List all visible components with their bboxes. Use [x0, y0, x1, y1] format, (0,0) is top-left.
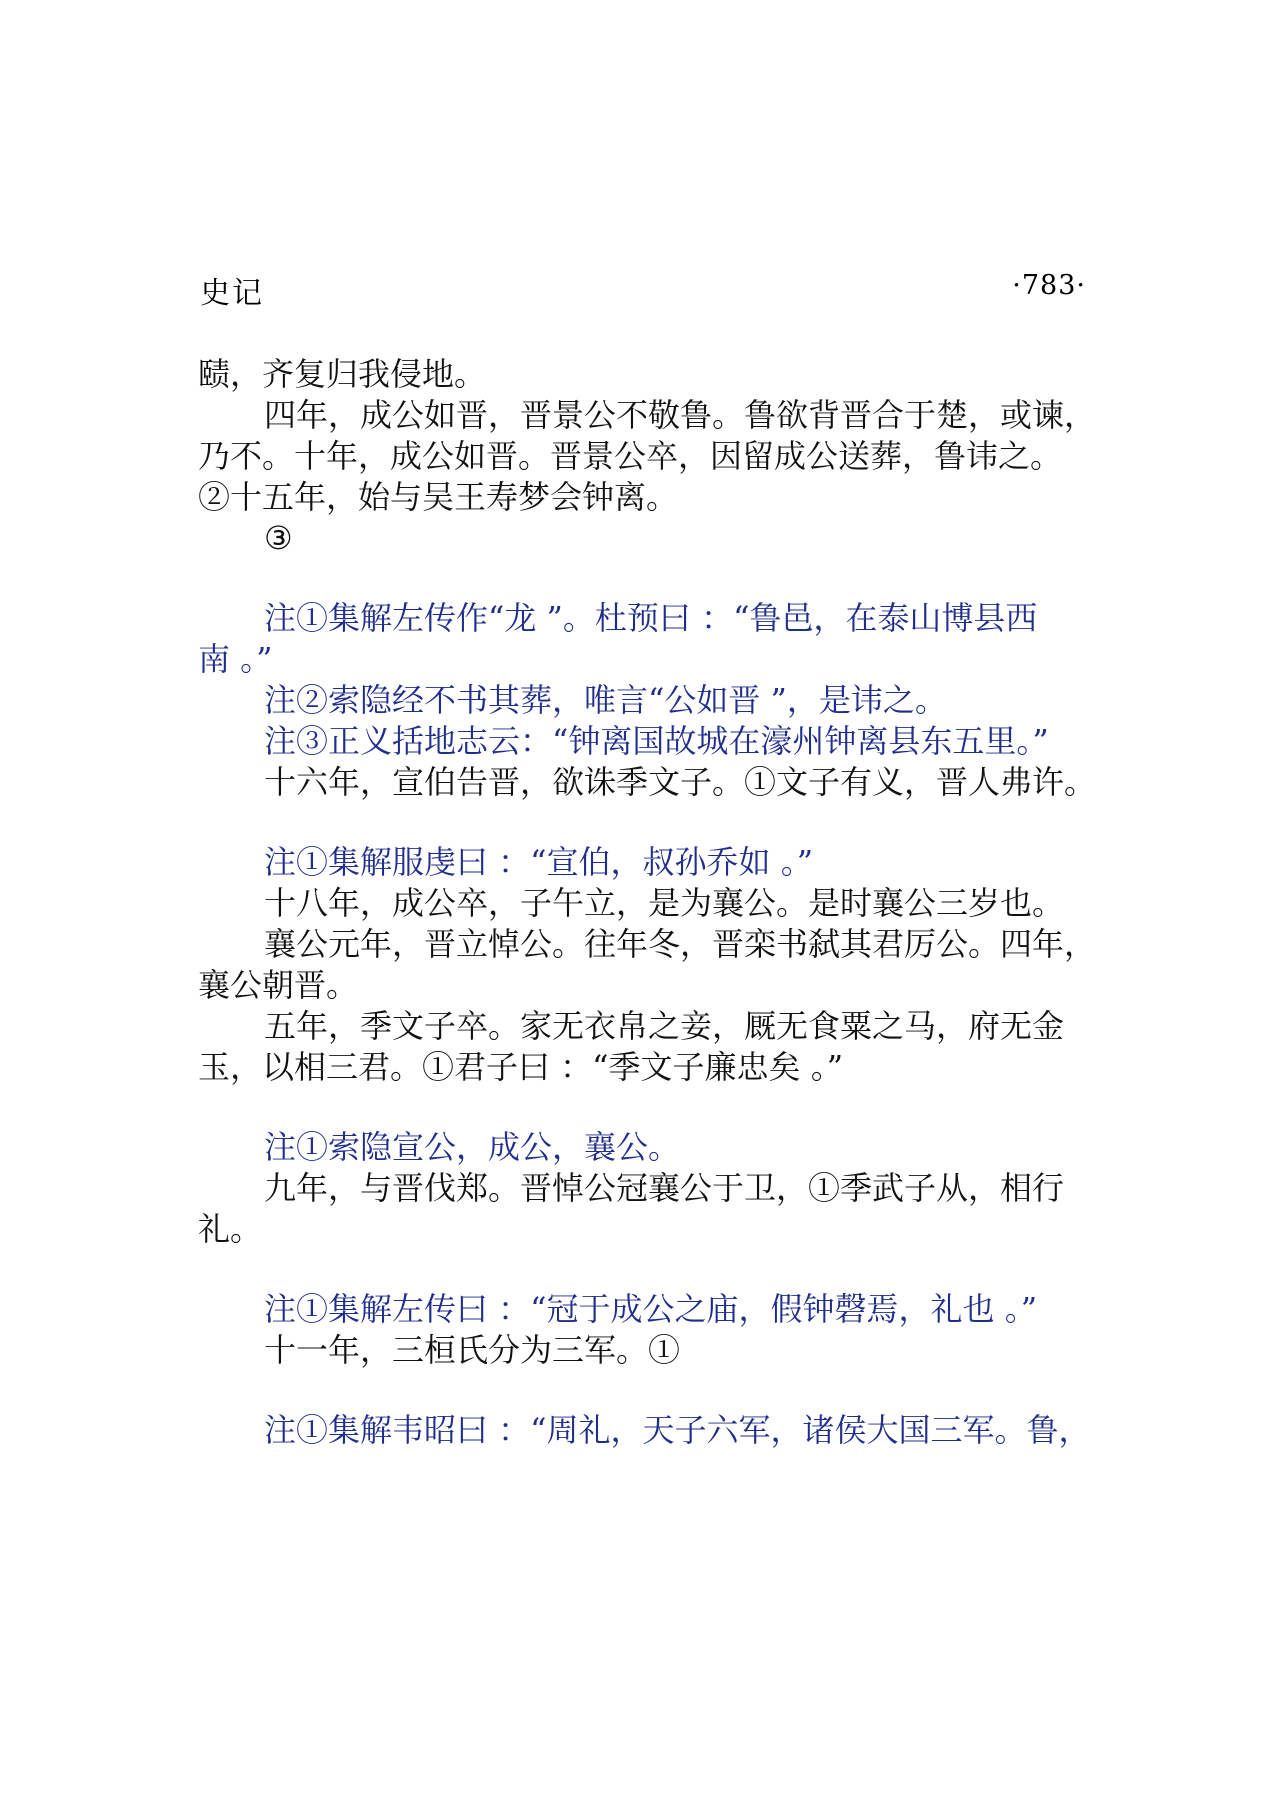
annotation-line: 注①集解左传曰 ：“冠于成公之庙，假钟磬焉，礼也 。”: [264, 1290, 1038, 1328]
running-header-title: 史记: [200, 276, 264, 311]
paragraph-line: 十六年，宣伯告晋，欲诛季文子。①文子有义，晋人弗许。: [264, 763, 1097, 801]
spacer: [198, 1088, 1098, 1127]
spacer: [198, 1250, 1098, 1289]
text-line: ②十五年，始与吴王寿梦会钟离。: [198, 478, 679, 516]
paragraph-line: 九年，与晋伐郑。晋悼公冠襄公于卫，①季武子从，相行: [264, 1169, 1065, 1207]
annotation-line: 注①集解韦昭曰 ：“周礼，天子六军，诸侯大国三军。鲁，: [264, 1411, 1091, 1449]
spacer: [198, 559, 1098, 598]
note-marker-line: ③: [264, 519, 293, 557]
text-line: 襄公朝晋。: [198, 966, 359, 1004]
text-line: 玉，以相三君。①君子曰 ：“季文子廉忠矣 。”: [198, 1048, 844, 1086]
annotation-line: 注①集解服虔曰 ：“宣伯，叔孙乔如 。”: [264, 843, 814, 881]
annotation-line: 注③正义括地志云：“钟离国故城在濠州钟离县东五里。”: [264, 722, 1049, 760]
text-line: 乃不。十年，成公如晋。晋景公卒，因留成公送葬，鲁讳之。: [198, 437, 1063, 475]
paragraph-line: 四年，成公如晋，晋景公不敬鲁。鲁欲背晋合于楚，或谏，: [264, 396, 1097, 434]
paragraph-line: 十一年，三桓氏分为三军。①: [264, 1331, 681, 1369]
paragraph-line: 十八年，成公卒，子午立，是为襄公。是时襄公三岁也。: [264, 884, 1065, 922]
annotation-line: 注①索隐宣公，成公，襄公。: [264, 1128, 681, 1166]
annotation-line: 注①集解左传作“龙 ”。杜预曰 ：“鲁邑，在泰山博县西: [264, 599, 1038, 637]
spacer: [198, 803, 1098, 842]
annotation-line: 南 。”: [198, 640, 273, 678]
text-line: 礼。: [198, 1210, 263, 1248]
page-number: ·783·: [1012, 270, 1086, 301]
spacer: [198, 1371, 1098, 1410]
body-text: [198, 354, 1098, 1451]
paragraph-line: 襄公元年，晋立悼公。往年冬，晋栾书弑其君厉公。四年，: [264, 925, 1097, 963]
text-line: 赜，齐复归我侵地。: [198, 355, 487, 393]
annotation-line: 注②索隐经不书其葬，唯言“公如晋 ”，是讳之。: [264, 681, 947, 719]
paragraph-line: 五年，季文子卒。家无衣帛之妾，厩无食粟之马，府无金: [264, 1007, 1065, 1045]
